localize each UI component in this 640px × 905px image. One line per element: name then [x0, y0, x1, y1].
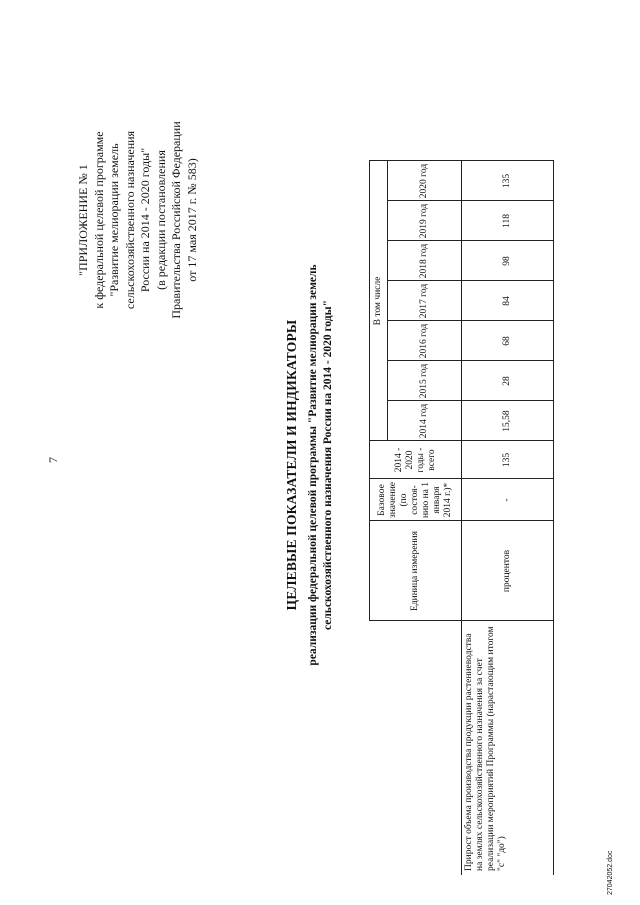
header-indicator-cell — [370, 621, 462, 875]
header-in-that: В том числе — [370, 161, 388, 441]
annex-line: сельскохозяйственного назначения — [122, 130, 137, 310]
annex-line: (в редакции постановления — [153, 150, 168, 290]
indicator-value-2019: 118 — [462, 201, 554, 241]
annex-header — [76, 55, 200, 385]
header-total: 2014 - 2020 годы - всего — [370, 441, 462, 479]
header-year-2014: 2014 год — [388, 401, 462, 441]
annex-line: от 17 мая 2017 г. № 583) — [184, 158, 199, 282]
annex-line: Правительства Российской Федерации — [169, 121, 183, 319]
subtitle-line: реализации федеральной целевой программы "Развитие мелиорации земель — [307, 264, 319, 666]
header-year-2019: 2019 год — [388, 201, 462, 241]
annex-line: "ПРИЛОЖЕНИЕ № 1 — [76, 164, 90, 276]
document-heading — [284, 245, 336, 685]
indicator-name: Прирост объема производства продукции растениеводства на землях сельскохозяйственного назначения за счет реализации мероприятий Программы (нарастающим итогом "с" "до") — [462, 621, 554, 875]
document-title: ЦЕЛЕВЫЕ ПОКАЗАТЕЛИ И ИНДИКАТОРЫ — [284, 319, 299, 611]
header-unit: Единица измерения — [370, 521, 462, 621]
file-reference: 27042052.doc — [607, 850, 614, 895]
indicator-value-2014: 15,58 — [462, 401, 554, 441]
header-year-2017: 2017 год — [388, 281, 462, 321]
table-header-row — [370, 161, 388, 875]
indicator-value-2018: 98 — [462, 241, 554, 281]
header-year-2016: 2016 год — [388, 321, 462, 361]
table-row — [462, 161, 554, 875]
page-number: 7 — [46, 457, 60, 463]
subtitle-line: сельскохозяйственного назначения России на 2014 - 2020 годы" — [322, 300, 334, 631]
indicator-base: - — [462, 479, 554, 521]
annex-line: России на 2014 - 2020 годы" — [138, 147, 152, 293]
annex-line: "Развитие мелиорации земель — [107, 143, 121, 297]
indicator-value-2016: 68 — [462, 321, 554, 361]
indicator-unit: процентов — [462, 521, 554, 621]
indicators-table — [369, 161, 554, 876]
indicator-value-2015: 28 — [462, 361, 554, 401]
indicator-value-2017: 84 — [462, 281, 554, 321]
document-subtitle — [306, 245, 336, 685]
annex-line: к федеральной целевой программе — [91, 131, 106, 309]
indicator-total: 135 — [462, 441, 554, 479]
header-year-2020: 2020 год — [388, 161, 462, 201]
header-year-2015: 2015 год — [388, 361, 462, 401]
header-base-value: Базовое значение (по состоя-нию на 1 января 2014 г.)* — [370, 479, 462, 521]
indicator-value-2020: 135 — [462, 161, 554, 201]
header-year-2018: 2018 год — [388, 241, 462, 281]
